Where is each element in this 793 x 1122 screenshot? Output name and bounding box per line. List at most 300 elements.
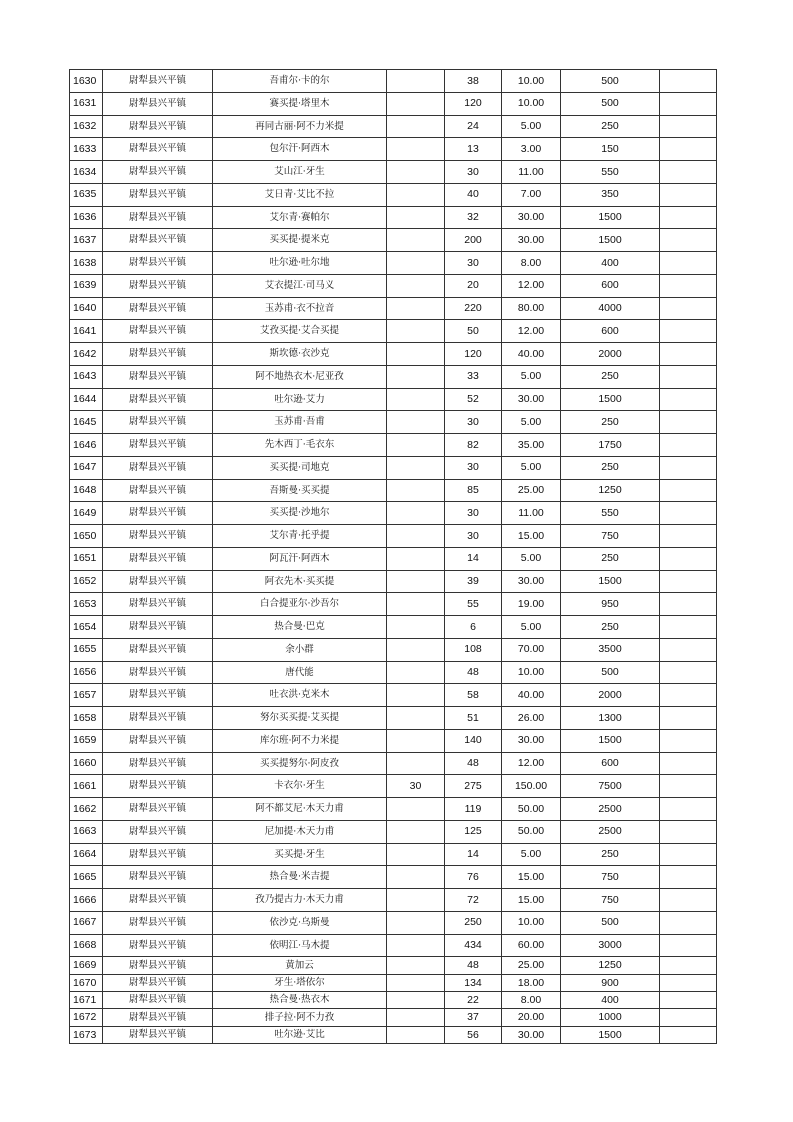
row-number-cell: 1633: [70, 138, 103, 161]
remark-cell: [660, 911, 717, 934]
table-row: [70, 798, 717, 821]
table-row: [70, 775, 717, 798]
row-number-cell: 1645: [70, 411, 103, 434]
row-number-cell: 1661: [70, 775, 103, 798]
area-cell: 38: [445, 70, 502, 93]
table-row: [70, 593, 717, 616]
area-cell: 20: [445, 274, 502, 297]
amount-cell: 12.00: [502, 752, 561, 775]
count-cell: [387, 616, 445, 639]
amount-cell: 5.00: [502, 547, 561, 570]
row-number-cell: 1659: [70, 729, 103, 752]
payment-cell: 500: [561, 70, 660, 93]
name-cell: 依明江·马木提: [213, 934, 387, 957]
remark-cell: [660, 343, 717, 366]
table-row: [70, 934, 717, 957]
row-number-cell: 1669: [70, 957, 103, 974]
remark-cell: [660, 1026, 717, 1043]
row-number-cell: 1644: [70, 388, 103, 411]
name-cell: 阿不地热衣木·尼亚孜: [213, 365, 387, 388]
row-number-cell: 1658: [70, 707, 103, 730]
row-number-cell: 1652: [70, 570, 103, 593]
area-cell: 134: [445, 974, 502, 991]
row-number-cell: 1638: [70, 252, 103, 275]
payment-cell: 1250: [561, 479, 660, 502]
row-number-cell: 1653: [70, 593, 103, 616]
name-cell: 吾斯曼·买买提: [213, 479, 387, 502]
count-cell: [387, 992, 445, 1009]
payment-cell: 4000: [561, 297, 660, 320]
remark-cell: [660, 411, 717, 434]
area-cell: 120: [445, 92, 502, 115]
town-cell: 尉犁县兴平镇: [103, 934, 213, 957]
table-row: [70, 183, 717, 206]
table-row: [70, 525, 717, 548]
name-cell: 热合曼·米吉提: [213, 866, 387, 889]
table-row: [70, 638, 717, 661]
name-cell: 阿不都艾尼·木天力甫: [213, 798, 387, 821]
table-row: [70, 570, 717, 593]
remark-cell: [660, 161, 717, 184]
count-cell: [387, 229, 445, 252]
remark-cell: [660, 115, 717, 138]
table-row: [70, 92, 717, 115]
row-number-cell: 1671: [70, 992, 103, 1009]
town-cell: 尉犁县兴平镇: [103, 593, 213, 616]
payment-cell: 250: [561, 616, 660, 639]
count-cell: [387, 638, 445, 661]
count-cell: [387, 934, 445, 957]
count-cell: [387, 957, 445, 974]
remark-cell: [660, 274, 717, 297]
row-number-cell: 1643: [70, 365, 103, 388]
name-cell: 排子拉·阿不力孜: [213, 1009, 387, 1026]
town-cell: 尉犁县兴平镇: [103, 798, 213, 821]
table-row: [70, 479, 717, 502]
count-cell: [387, 1026, 445, 1043]
row-number-cell: 1657: [70, 684, 103, 707]
area-cell: 37: [445, 1009, 502, 1026]
town-cell: 尉犁县兴平镇: [103, 866, 213, 889]
area-cell: 30: [445, 411, 502, 434]
area-cell: 85: [445, 479, 502, 502]
table-row: [70, 229, 717, 252]
name-cell: 吐尔逊·艾力: [213, 388, 387, 411]
count-cell: [387, 70, 445, 93]
table-row: [70, 274, 717, 297]
payment-cell: 750: [561, 889, 660, 912]
remark-cell: [660, 92, 717, 115]
payment-cell: 1500: [561, 570, 660, 593]
count-cell: [387, 115, 445, 138]
table-row: [70, 206, 717, 229]
row-number-cell: 1651: [70, 547, 103, 570]
table-row: [70, 388, 717, 411]
town-cell: 尉犁县兴平镇: [103, 92, 213, 115]
row-number-cell: 1663: [70, 820, 103, 843]
amount-cell: 19.00: [502, 593, 561, 616]
row-number-cell: 1656: [70, 661, 103, 684]
payment-cell: 1300: [561, 707, 660, 730]
remark-cell: [660, 502, 717, 525]
payment-cell: 500: [561, 92, 660, 115]
name-cell: 吾甫尔·卡的尔: [213, 70, 387, 93]
remark-cell: [660, 479, 717, 502]
name-cell: 艾日青·艾比不拉: [213, 183, 387, 206]
table-row: [70, 434, 717, 457]
town-cell: 尉犁县兴平镇: [103, 974, 213, 991]
town-cell: 尉犁县兴平镇: [103, 297, 213, 320]
table-row: [70, 911, 717, 934]
area-cell: 50: [445, 320, 502, 343]
area-cell: 13: [445, 138, 502, 161]
table-row: [70, 1009, 717, 1026]
row-number-cell: 1650: [70, 525, 103, 548]
name-cell: 艾山江·牙生: [213, 161, 387, 184]
count-cell: [387, 843, 445, 866]
remark-cell: [660, 752, 717, 775]
area-cell: 32: [445, 206, 502, 229]
name-cell: 斯坎德·衣沙克: [213, 343, 387, 366]
table-row: [70, 889, 717, 912]
remark-cell: [660, 957, 717, 974]
remark-cell: [660, 252, 717, 275]
count-cell: [387, 365, 445, 388]
amount-cell: 11.00: [502, 161, 561, 184]
town-cell: 尉犁县兴平镇: [103, 889, 213, 912]
town-cell: 尉犁县兴平镇: [103, 70, 213, 93]
amount-cell: 70.00: [502, 638, 561, 661]
name-cell: 黄加云: [213, 957, 387, 974]
town-cell: 尉犁县兴平镇: [103, 1009, 213, 1026]
table-row: [70, 707, 717, 730]
name-cell: 艾衣提江·司马义: [213, 274, 387, 297]
payment-cell: 1500: [561, 1026, 660, 1043]
area-cell: 30: [445, 502, 502, 525]
count-cell: [387, 729, 445, 752]
amount-cell: 8.00: [502, 252, 561, 275]
town-cell: 尉犁县兴平镇: [103, 206, 213, 229]
town-cell: 尉犁县兴平镇: [103, 752, 213, 775]
area-cell: 48: [445, 957, 502, 974]
payment-cell: 250: [561, 843, 660, 866]
area-cell: 125: [445, 820, 502, 843]
payment-cell: 250: [561, 411, 660, 434]
town-cell: 尉犁县兴平镇: [103, 638, 213, 661]
count-cell: [387, 798, 445, 821]
payment-cell: 250: [561, 115, 660, 138]
area-cell: 275: [445, 775, 502, 798]
area-cell: 14: [445, 843, 502, 866]
row-number-cell: 1664: [70, 843, 103, 866]
area-cell: 58: [445, 684, 502, 707]
area-cell: 51: [445, 707, 502, 730]
name-cell: 吐衣洪·克米木: [213, 684, 387, 707]
table-row: [70, 752, 717, 775]
payment-cell: 400: [561, 252, 660, 275]
row-number-cell: 1634: [70, 161, 103, 184]
area-cell: 76: [445, 866, 502, 889]
area-cell: 250: [445, 911, 502, 934]
table-row: [70, 365, 717, 388]
row-number-cell: 1668: [70, 934, 103, 957]
payment-cell: 2000: [561, 684, 660, 707]
amount-cell: 3.00: [502, 138, 561, 161]
row-number-cell: 1642: [70, 343, 103, 366]
name-cell: 余小群: [213, 638, 387, 661]
town-cell: 尉犁县兴平镇: [103, 434, 213, 457]
area-cell: 56: [445, 1026, 502, 1043]
row-number-cell: 1630: [70, 70, 103, 93]
name-cell: 买买提·沙地尔: [213, 502, 387, 525]
area-cell: 434: [445, 934, 502, 957]
payment-cell: 600: [561, 320, 660, 343]
amount-cell: 15.00: [502, 866, 561, 889]
area-cell: 120: [445, 343, 502, 366]
remark-cell: [660, 616, 717, 639]
table-row: [70, 252, 717, 275]
remark-cell: [660, 974, 717, 991]
remark-cell: [660, 365, 717, 388]
amount-cell: 12.00: [502, 274, 561, 297]
table-row: [70, 115, 717, 138]
town-cell: 尉犁县兴平镇: [103, 525, 213, 548]
amount-cell: 60.00: [502, 934, 561, 957]
amount-cell: 15.00: [502, 525, 561, 548]
remark-cell: [660, 456, 717, 479]
count-cell: [387, 661, 445, 684]
count-cell: [387, 252, 445, 275]
table-row: [70, 866, 717, 889]
amount-cell: 35.00: [502, 434, 561, 457]
amount-cell: 25.00: [502, 479, 561, 502]
table-row: [70, 616, 717, 639]
table-row: [70, 992, 717, 1009]
town-cell: 尉犁县兴平镇: [103, 274, 213, 297]
name-cell: 玉苏甫·衣不拉音: [213, 297, 387, 320]
table-row: [70, 456, 717, 479]
name-cell: 尼加提·木天力甫: [213, 820, 387, 843]
table-row: [70, 502, 717, 525]
amount-cell: 30.00: [502, 206, 561, 229]
count-cell: [387, 525, 445, 548]
name-cell: 阿瓦汗·阿西木: [213, 547, 387, 570]
area-cell: 6: [445, 616, 502, 639]
amount-cell: 80.00: [502, 297, 561, 320]
payment-cell: 1250: [561, 957, 660, 974]
count-cell: [387, 684, 445, 707]
amount-cell: 150.00: [502, 775, 561, 798]
name-cell: 艾孜买提·艾合买提: [213, 320, 387, 343]
area-cell: 140: [445, 729, 502, 752]
town-cell: 尉犁县兴平镇: [103, 911, 213, 934]
amount-cell: 5.00: [502, 456, 561, 479]
payment-cell: 3500: [561, 638, 660, 661]
amount-cell: 26.00: [502, 707, 561, 730]
remark-cell: [660, 434, 717, 457]
remark-cell: [660, 934, 717, 957]
table-row: [70, 547, 717, 570]
area-cell: 22: [445, 992, 502, 1009]
town-cell: 尉犁县兴平镇: [103, 252, 213, 275]
area-cell: 200: [445, 229, 502, 252]
amount-cell: 5.00: [502, 365, 561, 388]
amount-cell: 5.00: [502, 616, 561, 639]
area-cell: 24: [445, 115, 502, 138]
row-number-cell: 1666: [70, 889, 103, 912]
payment-cell: 1500: [561, 729, 660, 752]
amount-cell: 12.00: [502, 320, 561, 343]
town-cell: 尉犁县兴平镇: [103, 820, 213, 843]
town-cell: 尉犁县兴平镇: [103, 479, 213, 502]
name-cell: 再同古丽·阿不力米提: [213, 115, 387, 138]
count-cell: [387, 752, 445, 775]
town-cell: 尉犁县兴平镇: [103, 161, 213, 184]
payment-cell: 2500: [561, 820, 660, 843]
count-cell: [387, 183, 445, 206]
payment-cell: 1750: [561, 434, 660, 457]
row-number-cell: 1662: [70, 798, 103, 821]
amount-cell: 10.00: [502, 70, 561, 93]
area-cell: 48: [445, 661, 502, 684]
remark-cell: [660, 729, 717, 752]
row-number-cell: 1635: [70, 183, 103, 206]
count-cell: [387, 388, 445, 411]
amount-cell: 5.00: [502, 411, 561, 434]
table-row: [70, 684, 717, 707]
area-cell: 40: [445, 183, 502, 206]
row-number-cell: 1655: [70, 638, 103, 661]
count-cell: [387, 320, 445, 343]
table-row: [70, 820, 717, 843]
area-cell: 108: [445, 638, 502, 661]
table-row: [70, 957, 717, 974]
row-number-cell: 1667: [70, 911, 103, 934]
payment-cell: 600: [561, 274, 660, 297]
amount-cell: 15.00: [502, 889, 561, 912]
amount-cell: 7.00: [502, 183, 561, 206]
remark-cell: [660, 229, 717, 252]
area-cell: 55: [445, 593, 502, 616]
area-cell: 30: [445, 456, 502, 479]
amount-cell: 50.00: [502, 798, 561, 821]
count-cell: [387, 161, 445, 184]
amount-cell: 11.00: [502, 502, 561, 525]
area-cell: 82: [445, 434, 502, 457]
town-cell: 尉犁县兴平镇: [103, 183, 213, 206]
name-cell: 买买提·司地克: [213, 456, 387, 479]
name-cell: 牙生·塔依尔: [213, 974, 387, 991]
name-cell: 白合提亚尔·沙吾尔: [213, 593, 387, 616]
area-cell: 72: [445, 889, 502, 912]
area-cell: 39: [445, 570, 502, 593]
area-cell: 220: [445, 297, 502, 320]
payment-cell: 550: [561, 161, 660, 184]
row-number-cell: 1670: [70, 974, 103, 991]
town-cell: 尉犁县兴平镇: [103, 684, 213, 707]
area-cell: 48: [445, 752, 502, 775]
town-cell: 尉犁县兴平镇: [103, 365, 213, 388]
town-cell: 尉犁县兴平镇: [103, 570, 213, 593]
town-cell: 尉犁县兴平镇: [103, 343, 213, 366]
name-cell: 热合曼·巴克: [213, 616, 387, 639]
table-row: [70, 343, 717, 366]
table-body: [70, 70, 717, 1044]
amount-cell: 10.00: [502, 92, 561, 115]
area-cell: 30: [445, 252, 502, 275]
count-cell: [387, 343, 445, 366]
amount-cell: 25.00: [502, 957, 561, 974]
name-cell: 阿衣先木·买买提: [213, 570, 387, 593]
row-number-cell: 1636: [70, 206, 103, 229]
town-cell: 尉犁县兴平镇: [103, 957, 213, 974]
remark-cell: [660, 866, 717, 889]
row-number-cell: 1646: [70, 434, 103, 457]
count-cell: [387, 456, 445, 479]
area-cell: 30: [445, 161, 502, 184]
count-cell: [387, 974, 445, 991]
row-number-cell: 1654: [70, 616, 103, 639]
remark-cell: [660, 70, 717, 93]
count-cell: [387, 570, 445, 593]
payment-cell: 350: [561, 183, 660, 206]
payment-cell: 7500: [561, 775, 660, 798]
remark-cell: [660, 570, 717, 593]
amount-cell: 30.00: [502, 729, 561, 752]
name-cell: 吐尔逊·艾比: [213, 1026, 387, 1043]
amount-cell: 50.00: [502, 820, 561, 843]
payment-cell: 500: [561, 911, 660, 934]
town-cell: 尉犁县兴平镇: [103, 502, 213, 525]
town-cell: 尉犁县兴平镇: [103, 616, 213, 639]
amount-cell: 40.00: [502, 684, 561, 707]
row-number-cell: 1649: [70, 502, 103, 525]
remark-cell: [660, 889, 717, 912]
remark-cell: [660, 1009, 717, 1026]
payment-cell: 150: [561, 138, 660, 161]
data-table: [69, 69, 717, 1044]
payment-cell: 400: [561, 992, 660, 1009]
table-row: [70, 974, 717, 991]
name-cell: 包尔汗·阿西木: [213, 138, 387, 161]
payment-cell: 250: [561, 365, 660, 388]
count-cell: [387, 92, 445, 115]
name-cell: 赛买提·塔里木: [213, 92, 387, 115]
payment-cell: 750: [561, 866, 660, 889]
amount-cell: 30.00: [502, 229, 561, 252]
amount-cell: 30.00: [502, 1026, 561, 1043]
payment-cell: 500: [561, 661, 660, 684]
count-cell: [387, 1009, 445, 1026]
count-cell: [387, 593, 445, 616]
name-cell: 卡衣尔·牙生: [213, 775, 387, 798]
row-number-cell: 1631: [70, 92, 103, 115]
name-cell: 热合曼·热衣木: [213, 992, 387, 1009]
amount-cell: 40.00: [502, 343, 561, 366]
row-number-cell: 1648: [70, 479, 103, 502]
name-cell: 玉苏甫·吾甫: [213, 411, 387, 434]
name-cell: 库尔班·阿不力米提: [213, 729, 387, 752]
table-row: [70, 138, 717, 161]
remark-cell: [660, 638, 717, 661]
amount-cell: 5.00: [502, 115, 561, 138]
count-cell: [387, 911, 445, 934]
area-cell: 14: [445, 547, 502, 570]
payment-cell: 1500: [561, 229, 660, 252]
remark-cell: [660, 388, 717, 411]
count-cell: [387, 411, 445, 434]
town-cell: 尉犁县兴平镇: [103, 661, 213, 684]
